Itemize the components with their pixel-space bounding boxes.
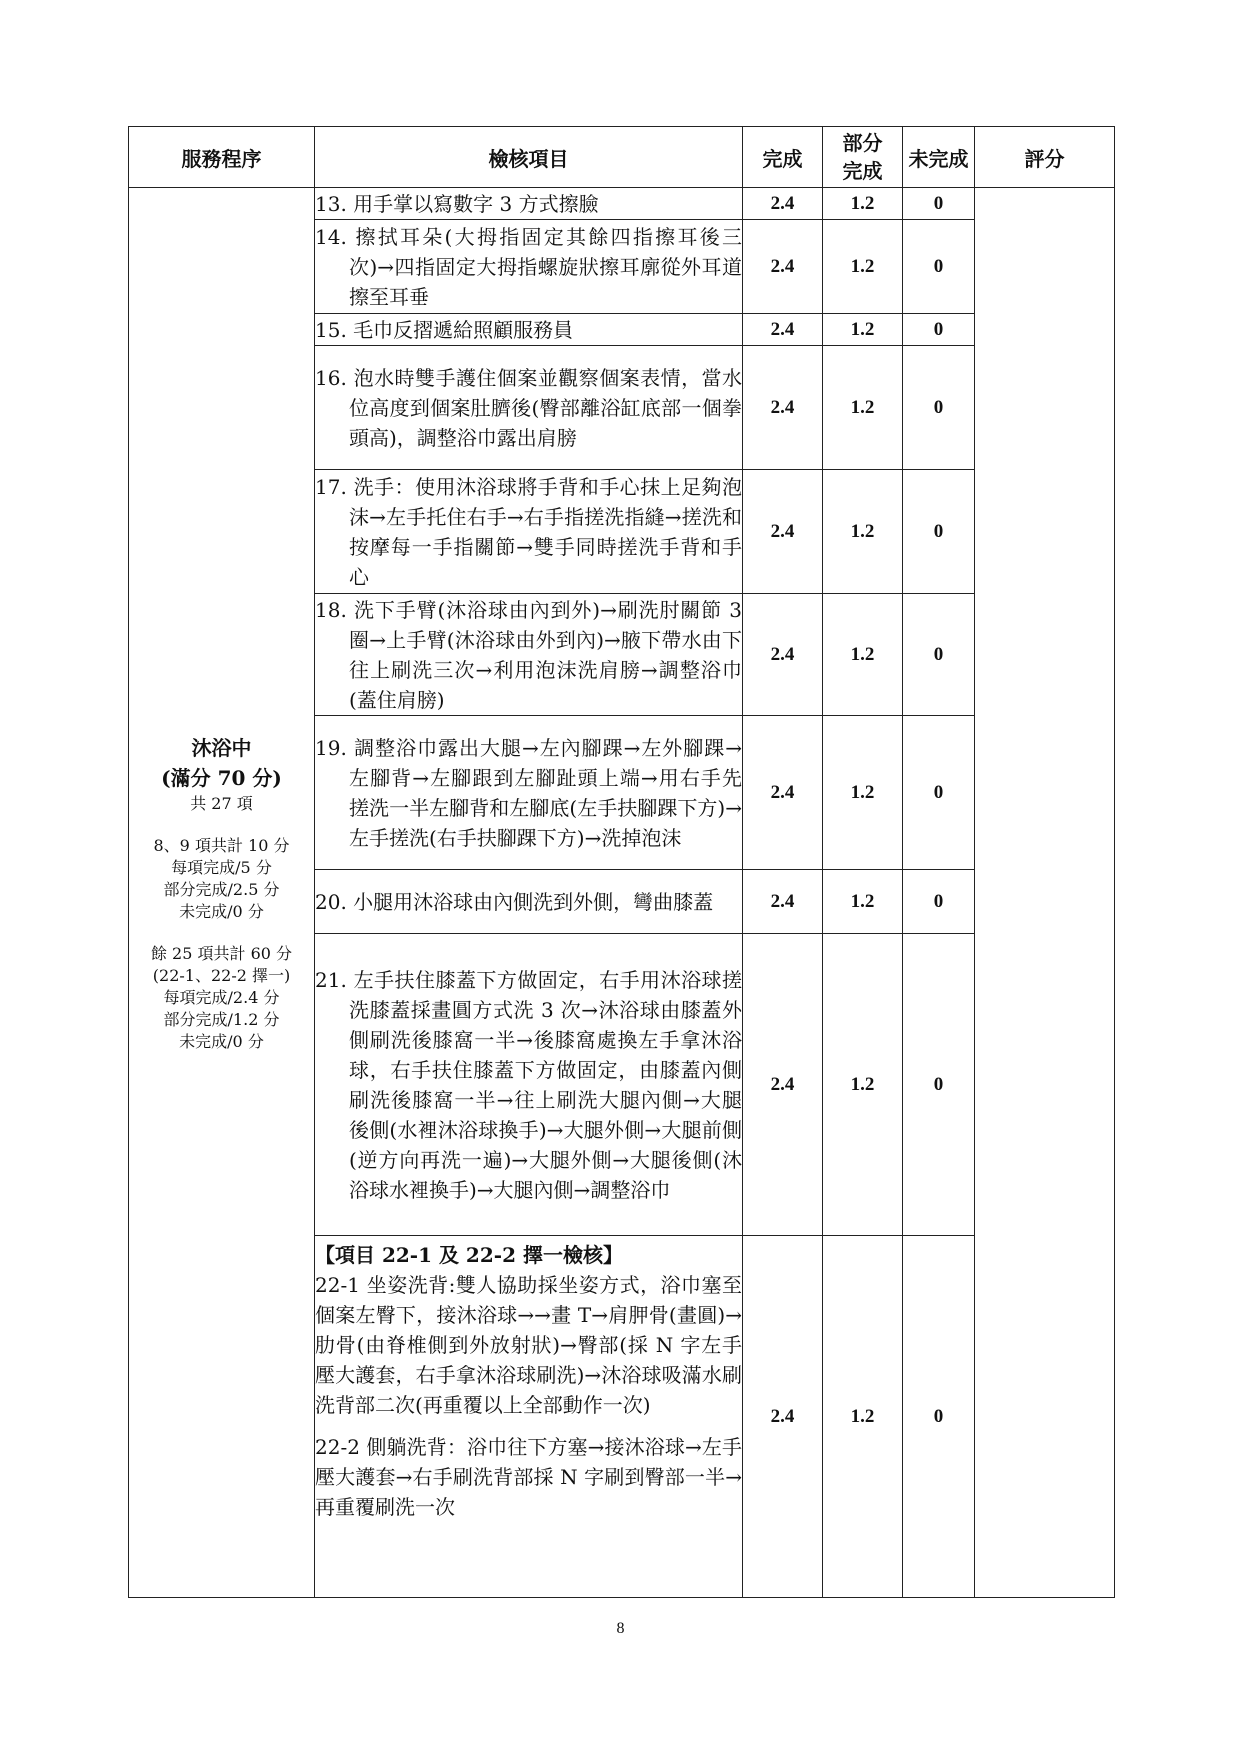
- item-text: 14. 擦拭耳朵(大拇指固定其餘四指擦耳後三次)→四指固定大拇指螺旋狀擦耳廓從外耳道擦至耳垂: [315, 220, 743, 314]
- item-text: 20. 小腿用沐浴球由內側洗到外側，彎曲膝蓋: [315, 870, 743, 934]
- rule1-line: 部分完成/2.5 分: [163, 879, 280, 899]
- score-complete: 2.4: [743, 716, 823, 870]
- rule1-line: 未完成/0 分: [179, 901, 264, 921]
- header-row: [129, 127, 1115, 188]
- checklist-table: [128, 126, 1115, 1598]
- header-procedure: 服務程序: [129, 127, 315, 188]
- score-complete: 2.4: [743, 594, 823, 716]
- header-partial: [823, 127, 903, 188]
- score-partial: 1.2: [823, 470, 903, 594]
- score-partial: 1.2: [823, 314, 903, 346]
- score-partial: 1.2: [823, 1236, 903, 1598]
- item-text: 16. 泡水時雙手護住個案並觀察個案表情，當水位高度到個案肚臍後(臀部離浴缸底部一個拳頭高)，調整浴巾露出肩膀: [315, 346, 743, 470]
- item-22-2: 22-2 側躺洗背：浴巾往下方塞→接沐浴球→左手壓大護套→右手刷洗背部採 N 字刷到臀部一半→再重覆刷洗一次: [315, 1435, 742, 1519]
- rule2-line: 每項完成/2.4 分: [163, 987, 280, 1007]
- score-complete: 2.4: [743, 314, 823, 346]
- score-complete: 2.4: [743, 346, 823, 470]
- score-incomplete: 0: [903, 346, 975, 470]
- item-22-heading: 【項目 22-1 及 22-2 擇一檢核】: [315, 1243, 623, 1267]
- rule2-line: 部分完成/1.2 分: [163, 1009, 280, 1029]
- score-complete: 2.4: [743, 1236, 823, 1598]
- header-complete: 完成: [743, 127, 823, 188]
- score-partial: 1.2: [823, 934, 903, 1236]
- score-complete: 2.4: [743, 470, 823, 594]
- score-incomplete: 0: [903, 934, 975, 1236]
- score-incomplete: 0: [903, 220, 975, 314]
- score-incomplete: 0: [903, 716, 975, 870]
- item-text: 19. 調整浴巾露出大腿→左內腳踝→左外腳踝→左腳背→左腳跟到左腳趾頭上端→用右手先搓洗一半左腳背和左腳底(左手扶腳踝下方)→左手搓洗(右手扶腳踝下方)→洗掉泡沫: [315, 716, 743, 870]
- item-22-1: 22-1 坐姿洗背:雙人協助採坐姿方式，浴巾塞至個案左臀下，接沐浴球→→畫 T→肩胛骨(畫圓)→肋骨(由脊椎側到外放射狀)→臀部(採 N 字左手壓大護套，右手拿沐浴球刷洗)→沐浴球吸滿水刷洗背部二次(再重覆以上全部動作一次): [315, 1273, 742, 1417]
- procedure-title: 沐浴中: [191, 735, 252, 760]
- item-text: 17. 洗手：使用沐浴球將手背和手心抹上足夠泡沫→左手托住右手→右手指搓洗指縫→搓洗和按摩每一手指關節→雙手同時搓洗手背和手心: [315, 470, 743, 594]
- page-number: 8: [616, 1620, 625, 1637]
- procedure-total: (滿分 70 分): [161, 765, 282, 790]
- table-row: [129, 188, 1115, 220]
- score-partial: 1.2: [823, 594, 903, 716]
- item-text: 15. 毛巾反摺遞給照顧服務員: [315, 314, 743, 346]
- item-22-text: [315, 1236, 743, 1598]
- procedure-cell: [129, 188, 315, 1598]
- rule1-line: 8、9 項共計 10 分: [153, 835, 290, 855]
- header-partial-line1: 部分: [842, 131, 883, 155]
- score-partial: 1.2: [823, 870, 903, 934]
- rule2-line: (22-1、22-2 擇一): [152, 965, 291, 985]
- score-partial: 1.2: [823, 716, 903, 870]
- score-complete: 2.4: [743, 934, 823, 1236]
- score-partial: 1.2: [823, 346, 903, 470]
- score-incomplete: 0: [903, 1236, 975, 1598]
- score-incomplete: 0: [903, 870, 975, 934]
- header-item: 檢核項目: [315, 127, 743, 188]
- header-grade: 評分: [975, 127, 1115, 188]
- grade-cell[interactable]: [975, 188, 1115, 1598]
- score-incomplete: 0: [903, 188, 975, 220]
- rule1-line: 每項完成/5 分: [171, 857, 272, 877]
- item-text: 18. 洗下手臂(沐浴球由內到外)→刷洗肘關節 3 圈→上手臂(沐浴球由外到內)→腋下帶水由下往上刷洗三次→利用泡沫洗肩膀→調整浴巾(蓋住肩膀): [315, 594, 743, 716]
- item-text: 13. 用手掌以寫數字 3 方式擦臉: [315, 188, 743, 220]
- score-incomplete: 0: [903, 594, 975, 716]
- header-incomplete: 未完成: [903, 127, 975, 188]
- rule2-line: 餘 25 項共計 60 分: [150, 943, 293, 963]
- score-incomplete: 0: [903, 470, 975, 594]
- score-partial: 1.2: [823, 220, 903, 314]
- score-partial: 1.2: [823, 188, 903, 220]
- score-incomplete: 0: [903, 314, 975, 346]
- score-complete: 2.4: [743, 188, 823, 220]
- header-partial-line2: 完成: [842, 159, 883, 183]
- procedure-count: 共 27 項: [190, 793, 253, 813]
- score-complete: 2.4: [743, 220, 823, 314]
- item-text: 21. 左手扶住膝蓋下方做固定，右手用沐浴球搓洗膝蓋採畫圓方式洗 3 次→沐浴球由膝蓋外側刷洗後膝窩一半→後膝窩處換左手拿沐浴球，右手扶住膝蓋下方做固定，由膝蓋內側刷洗後膝窩一半→往上刷洗大腿內側→大腿後側(水裡沐浴球換手)→大腿外側→大腿前側(逆方向再洗一遍)→大腿外側→大腿後側(沐浴球水裡換手)→大腿內側→調整浴巾: [315, 934, 743, 1236]
- rule2-line: 未完成/0 分: [179, 1031, 264, 1051]
- score-complete: 2.4: [743, 870, 823, 934]
